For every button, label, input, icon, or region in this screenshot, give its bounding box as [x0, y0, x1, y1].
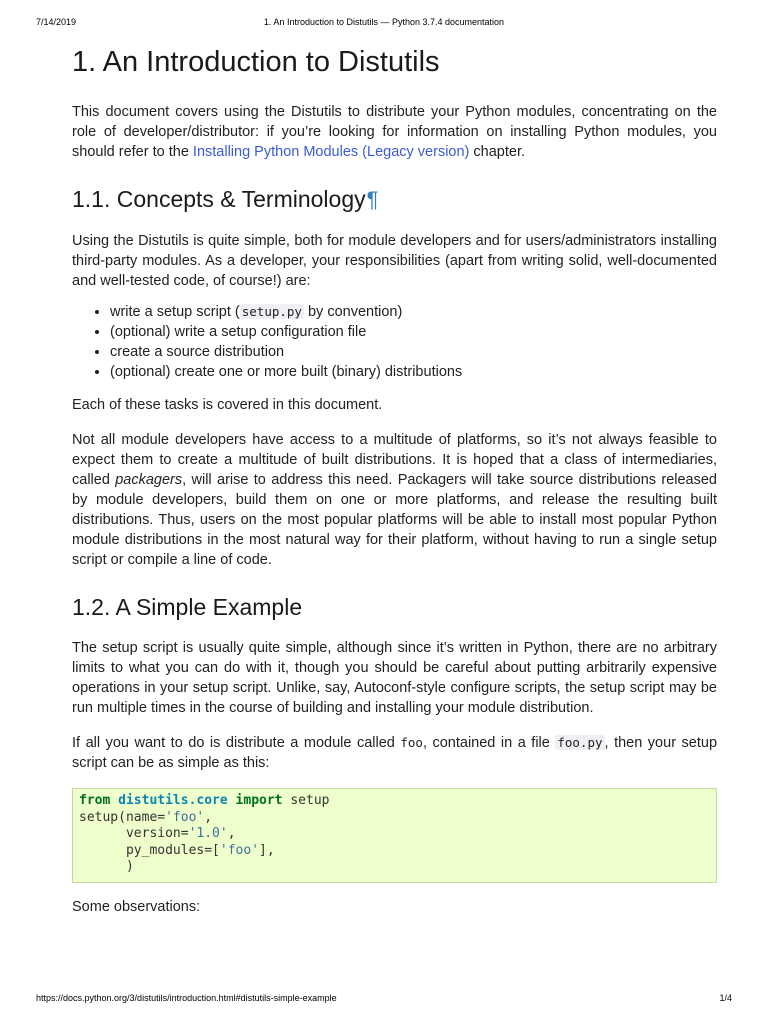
- print-url: https://docs.python.org/3/distutils/introduction.html#distutils-simple-example: [36, 993, 337, 1003]
- print-date: 7/14/2019: [36, 17, 77, 27]
- example-paragraph-1: The setup script is usually quite simple, although since it’s written in Python, there are no arbitrary limits to what you can do with it, though you should be careful about putting arbitrarily expensive operations in your setup script. Unlike, say, Autoconf-style configure scripts, the setup script may be run multiple times in the course of building and installing your module distribution.: [72, 640, 717, 716]
- permalink-icon[interactable]: ¶: [366, 187, 379, 212]
- para-text: , contained in a file: [422, 735, 556, 751]
- code-string: 'foo': [219, 842, 260, 858]
- print-footer: [36, 993, 732, 1003]
- module-name: distutils.core: [118, 793, 228, 808]
- list-item: • (optional) create one or more built (binary) distributions: [110, 362, 717, 382]
- list-item: • create a source distribution: [110, 342, 717, 362]
- para-text: Not all module developers have access to a multitude of platforms, so it’s not always feasible to expect them to create a multitude of built distributions. It is hoped that a class of intermediaries, called: [72, 432, 717, 488]
- packagers-term: packagers: [115, 472, 183, 488]
- code-text: py_modules=[: [79, 842, 220, 858]
- code-text: setup(name=: [79, 809, 166, 825]
- setup-code-block[interactable]: [72, 788, 717, 883]
- intro-paragraph: [72, 102, 717, 162]
- list-item: • (optional) write a setup configuration file: [110, 322, 717, 342]
- para-text: If all you want to do is distribute a module called: [72, 735, 401, 751]
- page-title: 1. An Introduction to Distutils: [72, 46, 440, 78]
- setup-py-code: setup.py: [241, 304, 302, 319]
- section-heading-simple-example: 1.2. A Simple Example: [72, 594, 303, 620]
- list-item-text: write a setup script (: [110, 304, 240, 320]
- code-string: '1.0': [188, 826, 228, 841]
- para-text: , will arise to address this need. Packagers will take source distributions released by module developers, build them on one or more platforms, and release the resulting built distributions. Thus, users on the most popular platforms will be able to install most popular Python module distributions in the most natural way for their platform, without having to run a single setup script or compile a line of code.: [72, 472, 717, 568]
- list-item: [110, 302, 717, 322]
- intro-text-end: chapter.: [469, 144, 525, 160]
- section-heading-concepts: [72, 184, 717, 215]
- page-number: 1/4: [719, 993, 732, 1003]
- code-string: 'foo': [165, 809, 205, 825]
- intro-text: This document covers using the Distutils to distribute your Python modules, concentrating on the role of developer/distributor: if you’re looking for information on installing Python modules, you should refer to the: [72, 104, 717, 160]
- para-text: , then your setup script can be as simple as this:: [72, 735, 718, 771]
- code-text: version=: [79, 826, 189, 841]
- keyword: from: [79, 793, 111, 808]
- print-header: [36, 17, 732, 27]
- section-heading-concepts-text: 1.1. Concepts & Terminology: [72, 186, 366, 212]
- code-text: setup: [282, 793, 330, 808]
- keyword: import: [235, 793, 283, 808]
- print-page-title: 1. An Introduction to Distutils — Python 3.7.4 documentation: [263, 17, 505, 27]
- code-text: ],: [259, 842, 275, 858]
- code-text: ): [79, 859, 134, 874]
- code-text: ,: [204, 809, 213, 825]
- concepts-paragraph-3: [72, 430, 717, 570]
- concepts-paragraph-1: Using the Distutils is quite simple, both for module developers and for users/administrators installing third-party modules. As a developer, your responsibilities (apart from writing solid, well-documented and well-tested code, of course!) are:: [72, 233, 717, 289]
- foo-code: foo: [400, 735, 423, 750]
- code-text: ,: [227, 826, 236, 841]
- example-paragraph-3: Some observations:: [72, 898, 201, 915]
- list-item-text: by convention): [303, 304, 403, 320]
- concepts-paragraph-2: Each of these tasks is covered in this document.: [72, 397, 383, 413]
- responsibilities-list: [72, 302, 717, 382]
- installing-modules-link[interactable]: Installing Python Modules (Legacy version): [192, 144, 470, 160]
- example-paragraph-2: [72, 733, 717, 773]
- document-body: [72, 40, 717, 932]
- foo-py-code: foo.py: [557, 735, 603, 750]
